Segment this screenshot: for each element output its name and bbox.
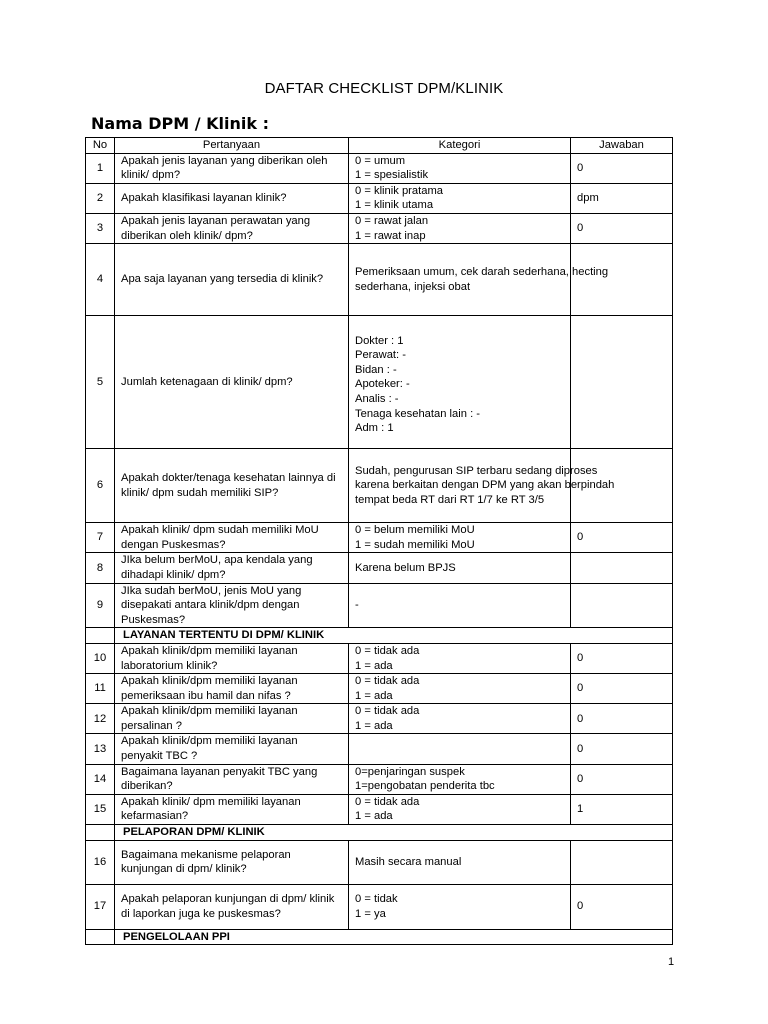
- category-line: Analis : -: [355, 392, 399, 405]
- question-cell: JIka belum berMoU, apa kendala yang dihadapi klinik/ dpm?: [115, 553, 349, 583]
- section-row: [86, 929, 673, 945]
- category-line: 0 = klinik pratama: [355, 184, 443, 197]
- table-row: [86, 213, 673, 243]
- category-cell: [349, 764, 571, 794]
- document-title: DAFTAR CHECKLIST DPM/KLINIK: [264, 80, 504, 97]
- header-question: Pertanyaan: [115, 138, 349, 154]
- row-number: 3: [86, 213, 115, 243]
- table-header-row: [86, 138, 673, 154]
- category-line: 1 = rawat inap: [355, 229, 426, 242]
- question-cell: Apakah pelaporan kunjungan di dpm/ klinik di laporkan juga ke puskesmas?: [115, 884, 349, 929]
- section-label: PENGELOLAAN PPI: [115, 929, 673, 945]
- answer-cell: [571, 316, 673, 449]
- question-cell: JIka sudah berMoU, jenis MoU yang disepakati antara klinik/dpm dengan Puskesmas?: [115, 583, 349, 628]
- category-line: tempat beda RT dari RT 1/7 ke RT 3/5: [355, 493, 545, 506]
- answer-cell: 0: [571, 643, 673, 673]
- question-cell: Apakah jenis layanan perawatan yang diberikan oleh klinik/ dpm?: [115, 213, 349, 243]
- table-row: [86, 153, 673, 183]
- category-line: 1 = klinik utama: [355, 199, 434, 212]
- row-number: 8: [86, 553, 115, 583]
- section-row: [86, 825, 673, 841]
- category-cell: [349, 213, 571, 243]
- category-cell: [349, 840, 571, 884]
- category-cell: [349, 449, 615, 523]
- category-line: 1 = ada: [355, 659, 393, 672]
- category-line: 1 = spesialistik: [355, 169, 429, 182]
- section-label: LAYANAN TERTENTU DI DPM/ KLINIK: [115, 628, 673, 644]
- category-line: 0 = tidak ada: [355, 675, 420, 688]
- row-number: 7: [86, 523, 115, 553]
- answer-cell: 0: [571, 734, 673, 764]
- category-cell: [349, 583, 571, 628]
- row-number: 13: [86, 734, 115, 764]
- table-row: [86, 764, 673, 794]
- answer-cell: 0: [571, 884, 673, 929]
- answer-cell: 0: [571, 523, 673, 553]
- answer-cell: [571, 553, 673, 583]
- row-number: 11: [86, 674, 115, 704]
- row-number: 16: [86, 840, 115, 884]
- table-row: [86, 643, 673, 673]
- category-cell: [349, 674, 571, 704]
- question-cell: Apakah klinik/dpm memiliki layanan pemeriksaan ibu hamil dan nifas ?: [115, 674, 349, 704]
- question-cell: Apakah dokter/tenaga kesehatan lainnya di klinik/ dpm sudah memiliki SIP?: [115, 449, 349, 523]
- row-number: 9: [86, 583, 115, 628]
- category-line: 0 = tidak ada: [355, 644, 420, 657]
- category-cell: [349, 153, 571, 183]
- table-row: [86, 674, 673, 704]
- row-number: 14: [86, 764, 115, 794]
- row-number: 17: [86, 884, 115, 929]
- section-no-cell: [86, 929, 115, 945]
- table-row: [86, 523, 673, 553]
- question-cell: Bagaimana mekanisme pelaporan kunjungan di dpm/ klinik?: [115, 840, 349, 884]
- category-line: 0=penjaringan suspek: [355, 765, 465, 778]
- category-cell: [349, 316, 571, 449]
- category-line: Masih secara manual: [355, 855, 462, 868]
- question-cell: Apakah klasifikasi layanan klinik?: [115, 183, 349, 213]
- category-line: sederhana, injeksi obat: [355, 280, 471, 293]
- category-line: 1=pengobatan penderita tbc: [355, 780, 495, 793]
- question-cell: Apa saja layanan yang tersedia di klinik?: [115, 244, 349, 316]
- table-row: [86, 553, 673, 583]
- category-line: 1 = ya: [355, 907, 386, 920]
- answer-cell: 0: [571, 674, 673, 704]
- table-row: [86, 794, 673, 824]
- category-line: 0 = rawat jalan: [355, 214, 429, 227]
- table-row: [86, 583, 673, 628]
- category-line: 0 = belum memiliki MoU: [355, 524, 475, 537]
- category-cell: [349, 734, 571, 764]
- table-row: [86, 316, 673, 449]
- row-number: 1: [86, 153, 115, 183]
- question-cell: Apakah klinik/dpm memiliki layanan penyakit TBC ?: [115, 734, 349, 764]
- table-row: [86, 884, 673, 929]
- category-cell: [349, 183, 571, 213]
- category-line: Apoteker: -: [355, 378, 410, 391]
- header-category: Kategori: [349, 138, 571, 154]
- answer-cell: 1: [571, 794, 673, 824]
- answer-cell: 0: [571, 153, 673, 183]
- table-row: [86, 244, 673, 316]
- answer-cell: dpm: [571, 183, 673, 213]
- category-line: Pemeriksaan umum, cek darah sederhana, hecting: [355, 266, 609, 279]
- question-cell: Jumlah ketenagaan di klinik/ dpm?: [115, 316, 349, 449]
- category-line: 1 = ada: [355, 719, 393, 732]
- question-cell: Apakah klinik/dpm memiliki layanan laboratorium klinik?: [115, 643, 349, 673]
- row-number: 2: [86, 183, 115, 213]
- category-line: Dokter : 1: [355, 334, 404, 347]
- table-row: [86, 183, 673, 213]
- category-cell: [349, 523, 571, 553]
- category-line: Perawat: -: [355, 349, 406, 362]
- category-line: Sudah, pengurusan SIP terbaru sedang diproses: [355, 464, 598, 477]
- question-cell: Apakah jenis layanan yang diberikan oleh klinik/ dpm?: [115, 153, 349, 183]
- page-number: 1: [668, 956, 675, 968]
- row-number: 10: [86, 643, 115, 673]
- category-line: 0 = tidak ada: [355, 795, 420, 808]
- header-no: No: [86, 138, 115, 154]
- category-line: karena berkaitan dengan DPM yang akan berpindah: [355, 479, 615, 492]
- row-number: 12: [86, 704, 115, 734]
- category-line: 0 = tidak ada: [355, 705, 420, 718]
- clinic-name-label: Nama DPM / Klinik :: [91, 114, 269, 133]
- category-cell: [349, 244, 609, 316]
- category-cell: [349, 704, 571, 734]
- answer-cell: [571, 840, 673, 884]
- header-answer: Jawaban: [571, 138, 673, 154]
- category-cell: [349, 884, 571, 929]
- answer-cell: [571, 244, 673, 316]
- table-row: [86, 734, 673, 764]
- row-number: 6: [86, 449, 115, 523]
- answer-cell: [571, 583, 673, 628]
- category-line: Adm : 1: [355, 422, 394, 435]
- answer-cell: 0: [571, 764, 673, 794]
- category-line: Karena belum BPJS: [355, 561, 456, 574]
- section-row: [86, 628, 673, 644]
- question-cell: Apakah klinik/ dpm memiliki layanan kefarmasian?: [115, 794, 349, 824]
- section-no-cell: [86, 628, 115, 644]
- table-row: [86, 840, 673, 884]
- category-line: 1 = sudah memiliki MoU: [355, 538, 475, 551]
- category-cell: [349, 643, 571, 673]
- question-cell: Bagaimana layanan penyakit TBC yang diberikan?: [115, 764, 349, 794]
- answer-cell: 0: [571, 213, 673, 243]
- table-row: [86, 449, 673, 523]
- section-no-cell: [86, 825, 115, 841]
- answer-cell: 0: [571, 704, 673, 734]
- category-line: Tenaga kesehatan lain : -: [355, 407, 481, 420]
- section-label: PELAPORAN DPM/ KLINIK: [115, 825, 673, 841]
- question-cell: Apakah klinik/ dpm sudah memiliki MoU dengan Puskesmas?: [115, 523, 349, 553]
- checklist-table: [85, 137, 673, 945]
- category-line: Bidan : -: [355, 363, 397, 376]
- question-cell: Apakah klinik/dpm memiliki layanan persalinan ?: [115, 704, 349, 734]
- category-line: 0 = umum: [355, 154, 406, 167]
- category-line: -: [355, 599, 359, 612]
- row-number: 4: [86, 244, 115, 316]
- category-line: 0 = tidak: [355, 893, 398, 906]
- category-line: 1 = ada: [355, 810, 393, 823]
- category-cell: [349, 553, 571, 583]
- row-number: 15: [86, 794, 115, 824]
- table-row: [86, 704, 673, 734]
- category-cell: [349, 794, 571, 824]
- table-body: [86, 153, 673, 945]
- category-line: 1 = ada: [355, 689, 393, 702]
- row-number: 5: [86, 316, 115, 449]
